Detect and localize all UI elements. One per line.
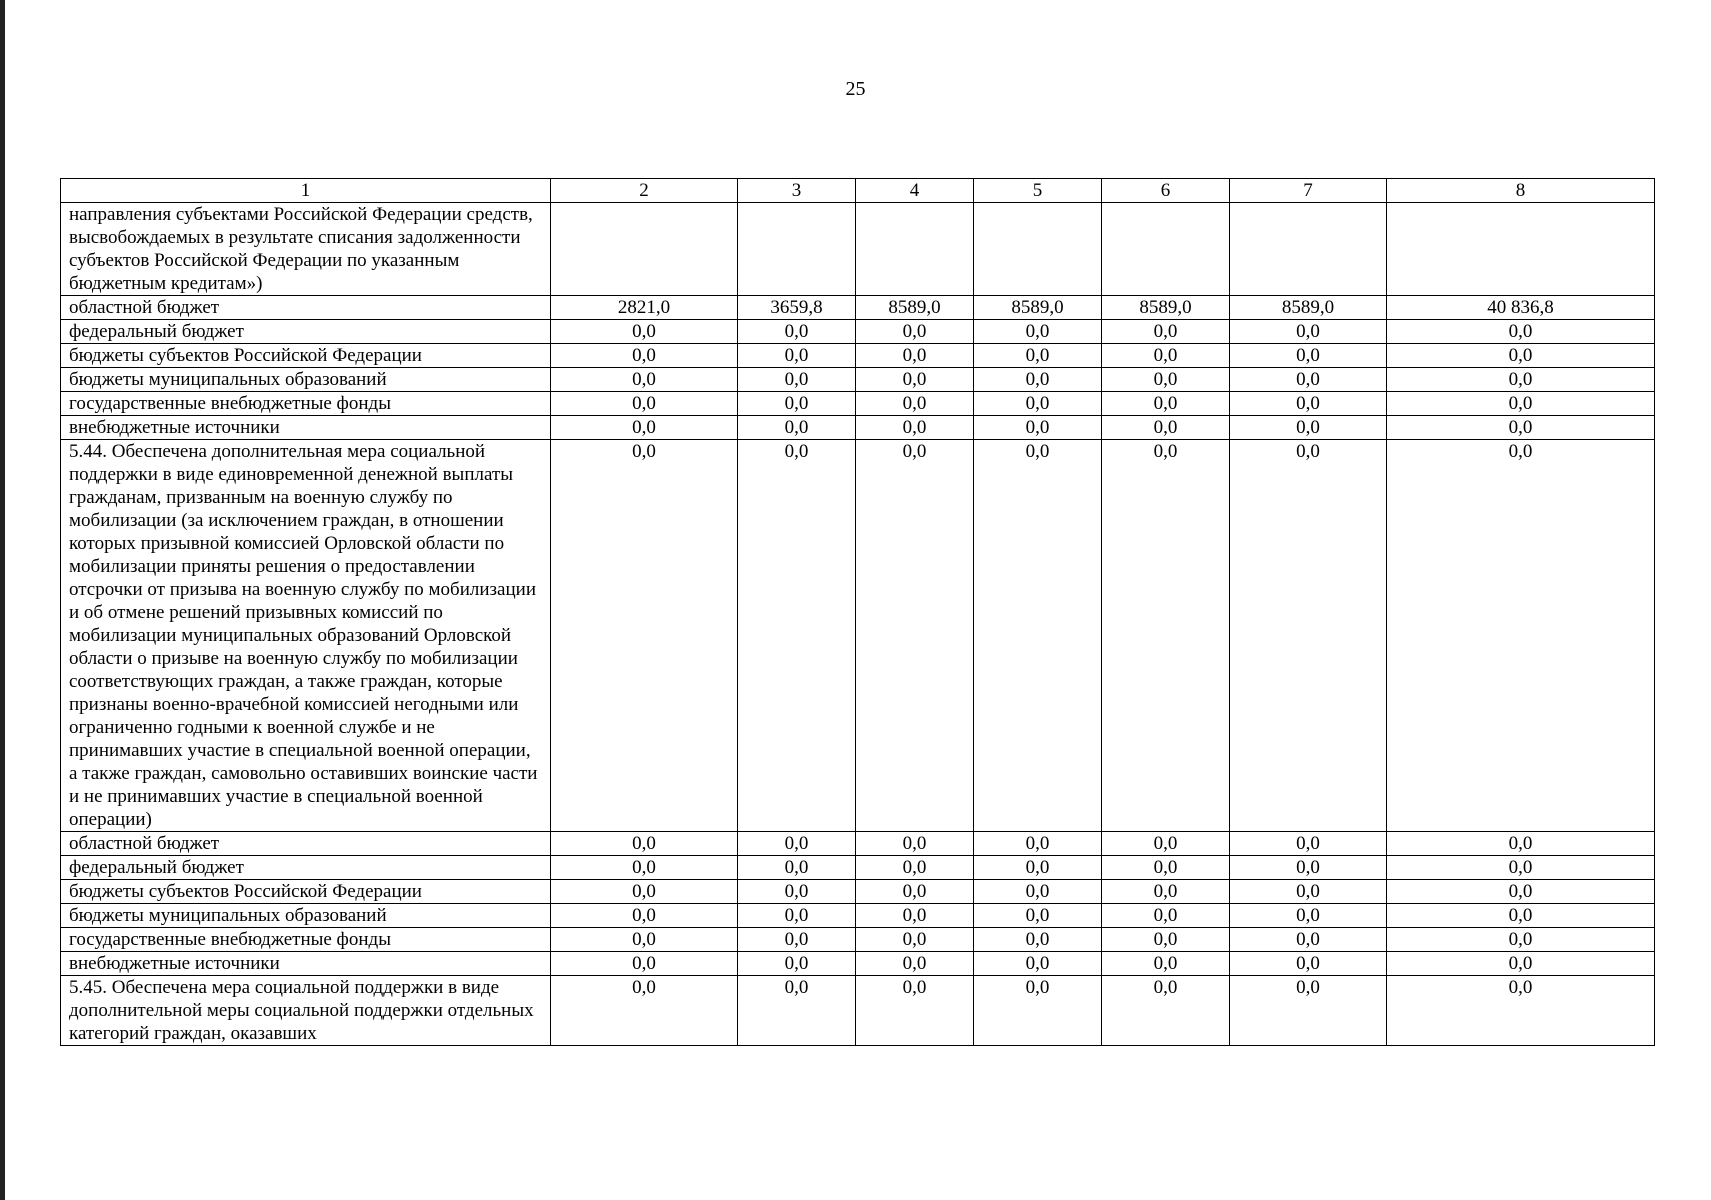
value-cell: 0,0 [856,856,974,880]
value-cell [856,203,974,296]
value-cell: 0,0 [738,928,856,952]
measure-description: 5.44. Обеспечена дополнительная мера социальной поддержки в виде единовременной денежной выплаты гражданам, призванным на военную службу по мобилизации (за исключением граждан, в отношении которых призывной комиссией Орловской области по мобилизации приняты решения о предоставлении отсрочки от призыва на военную службу по мобилизации и об отмене решений призывных комиссий по мобилизации муниципальных образований Орловской области о призыве на военную службу по мобилизации соответствующих граждан, а также граждан, которые признаны военно-врачебной комиссией негодными или ограниченно годными к военной службе и не принимавших участие в специальной военной операции, а также граждан, самовольно оставивших воинские части и не принимавших участие в специальной военной операции) [61,440,551,832]
value-cell: 0,0 [738,904,856,928]
value-cell: 0,0 [551,880,738,904]
measure-description: 5.45. Обеспечена мера социальной поддержки в виде дополнительной меры социальной поддержки отдельных категорий граждан, оказавших [61,976,551,1046]
value-cell [1102,203,1230,296]
table-row [61,856,1655,880]
value-cell: 0,0 [551,928,738,952]
value-cell: 0,0 [1387,904,1655,928]
value-cell: 0,0 [1387,952,1655,976]
value-cell: 0,0 [551,416,738,440]
value-cell: 0,0 [1230,976,1387,1046]
value-cell: 0,0 [856,368,974,392]
value-cell: 0,0 [551,856,738,880]
value-cell: 0,0 [856,880,974,904]
funding-source-label: бюджеты муниципальных образований [61,368,551,392]
table-row [61,368,1655,392]
table-row [61,416,1655,440]
value-cell: 0,0 [1102,976,1230,1046]
value-cell: 0,0 [856,320,974,344]
column-header: 2 [551,179,738,203]
value-cell: 0,0 [974,416,1102,440]
column-header: 6 [1102,179,1230,203]
value-cell: 0,0 [1102,928,1230,952]
column-header: 3 [738,179,856,203]
funding-source-label: государственные внебюджетные фонды [61,928,551,952]
value-cell [1230,203,1387,296]
value-cell: 0,0 [974,344,1102,368]
value-cell: 0,0 [974,368,1102,392]
table-row [61,440,1655,832]
value-cell: 0,0 [1102,344,1230,368]
value-cell: 0,0 [1387,832,1655,856]
measure-description: направления субъектами Российской Федерации средств, высвобождаемых в результате списания задолженности субъектов Российской Федерации по указанным бюджетным кредитам») [61,203,551,296]
table-row [61,296,1655,320]
value-cell: 0,0 [974,392,1102,416]
value-cell: 0,0 [856,904,974,928]
value-cell: 0,0 [551,832,738,856]
value-cell: 0,0 [1230,416,1387,440]
value-cell: 0,0 [738,976,856,1046]
value-cell: 0,0 [551,904,738,928]
value-cell: 0,0 [1387,368,1655,392]
value-cell: 0,0 [1230,928,1387,952]
value-cell: 0,0 [1102,832,1230,856]
value-cell: 0,0 [1230,856,1387,880]
value-cell: 0,0 [1230,392,1387,416]
funding-source-label: государственные внебюджетные фонды [61,392,551,416]
value-cell: 8589,0 [974,296,1102,320]
value-cell: 0,0 [856,928,974,952]
page-number: 25 [845,78,866,100]
funding-source-label: внебюджетные источники [61,952,551,976]
value-cell: 0,0 [1387,392,1655,416]
table-row [61,832,1655,856]
value-cell: 0,0 [1230,880,1387,904]
value-cell: 0,0 [1387,416,1655,440]
value-cell: 0,0 [1387,344,1655,368]
value-cell: 0,0 [738,880,856,904]
value-cell: 2821,0 [551,296,738,320]
value-cell: 0,0 [1230,904,1387,928]
value-cell [738,203,856,296]
value-cell: 0,0 [738,416,856,440]
value-cell: 0,0 [1230,344,1387,368]
value-cell: 0,0 [974,904,1102,928]
value-cell: 0,0 [551,392,738,416]
value-cell [551,203,738,296]
value-cell: 40 836,8 [1387,296,1655,320]
value-cell: 0,0 [974,856,1102,880]
value-cell: 0,0 [856,392,974,416]
value-cell: 0,0 [738,440,856,832]
value-cell [974,203,1102,296]
value-cell: 0,0 [1387,976,1655,1046]
column-header: 5 [974,179,1102,203]
value-cell: 0,0 [1102,904,1230,928]
table-row [61,344,1655,368]
value-cell: 0,0 [551,976,738,1046]
table-row [61,392,1655,416]
column-header: 8 [1387,179,1655,203]
value-cell: 0,0 [974,880,1102,904]
funding-source-label: внебюджетные источники [61,416,551,440]
value-cell: 0,0 [1102,416,1230,440]
value-cell: 0,0 [1387,440,1655,832]
value-cell: 0,0 [856,416,974,440]
value-cell: 0,0 [1387,880,1655,904]
table-row [61,904,1655,928]
table-row [61,952,1655,976]
value-cell: 0,0 [1102,320,1230,344]
value-cell [1387,203,1655,296]
column-header: 7 [1230,179,1387,203]
value-cell: 0,0 [551,344,738,368]
table-row [61,976,1655,1046]
value-cell: 0,0 [974,440,1102,832]
value-cell: 0,0 [1230,440,1387,832]
value-cell: 0,0 [1230,952,1387,976]
value-cell: 0,0 [1102,368,1230,392]
value-cell: 3659,8 [738,296,856,320]
value-cell: 0,0 [974,928,1102,952]
value-cell: 0,0 [974,320,1102,344]
value-cell: 0,0 [974,832,1102,856]
value-cell: 0,0 [856,952,974,976]
table-row [61,320,1655,344]
value-cell: 0,0 [738,320,856,344]
budget-table [60,178,1655,1046]
value-cell: 8589,0 [1102,296,1230,320]
value-cell: 0,0 [856,976,974,1046]
value-cell: 0,0 [551,368,738,392]
value-cell: 0,0 [738,952,856,976]
value-cell: 0,0 [1230,320,1387,344]
value-cell: 0,0 [974,952,1102,976]
value-cell: 0,0 [1102,952,1230,976]
value-cell: 0,0 [1230,368,1387,392]
funding-source-label: бюджеты субъектов Российской Федерации [61,880,551,904]
value-cell: 0,0 [1102,880,1230,904]
value-cell: 0,0 [856,832,974,856]
value-cell: 0,0 [1387,856,1655,880]
value-cell: 0,0 [856,344,974,368]
table-row [61,880,1655,904]
value-cell: 0,0 [1102,856,1230,880]
value-cell: 0,0 [974,976,1102,1046]
funding-source-label: федеральный бюджет [61,856,551,880]
value-cell: 0,0 [1387,928,1655,952]
column-header: 1 [61,179,551,203]
value-cell: 0,0 [551,320,738,344]
value-cell: 0,0 [738,832,856,856]
header-row [61,179,1655,203]
value-cell: 0,0 [738,392,856,416]
value-cell: 0,0 [856,440,974,832]
scan-edge [0,0,5,1200]
value-cell: 0,0 [738,368,856,392]
value-cell: 0,0 [738,344,856,368]
funding-source-label: бюджеты муниципальных образований [61,904,551,928]
column-header: 4 [856,179,974,203]
value-cell: 0,0 [551,952,738,976]
funding-source-label: бюджеты субъектов Российской Федерации [61,344,551,368]
value-cell: 0,0 [1230,832,1387,856]
value-cell: 8589,0 [1230,296,1387,320]
value-cell: 8589,0 [856,296,974,320]
funding-source-label: федеральный бюджет [61,320,551,344]
funding-source-label: областной бюджет [61,296,551,320]
funding-source-label: областной бюджет [61,832,551,856]
value-cell: 0,0 [738,856,856,880]
value-cell: 0,0 [1102,392,1230,416]
table-row [61,928,1655,952]
value-cell: 0,0 [1102,440,1230,832]
table-row [61,203,1655,296]
value-cell: 0,0 [551,440,738,832]
value-cell: 0,0 [1387,320,1655,344]
